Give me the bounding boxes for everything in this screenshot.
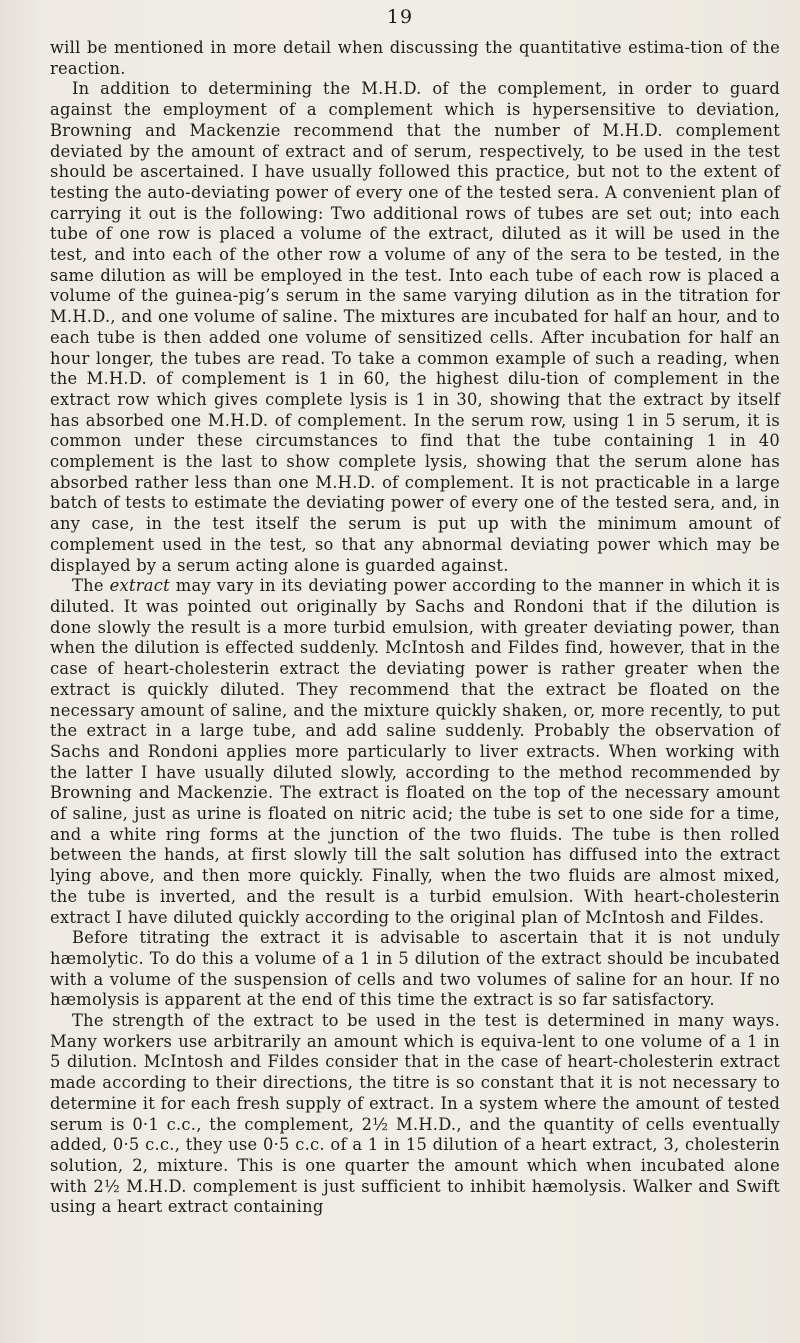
paragraph-haemolytic-check: Before titrating the extract it is advisable to ascertain that it is not unduly hæmolytic. To do this a volume of a 1 in 5 dilution of the extract should be incubated with a volume of the suspension of cells and two volumes of saline for an hour. If no hæmolysis is apparent at the end of this time the extract is so far satisfactory. — [50, 928, 780, 1010]
paragraph-extract-strength: The strength of the extract to be used in the test is determined in many ways. Many workers use arbitrarily an amount which is equiva-lent to one volume of a 1 in 5 dilution. McIntosh and Fildes consider that in the case of heart-cholesterin extract made according to their directions, the titre is so constant that it is not necessary to determine it for each fresh supply of extract. In a system where the amount of tested serum is 0·1 c.c., the complement, 2½ M.H.D., and the quantity of cells eventually added, 0·5 c.c., they use 0·5 c.c. of a 1 in 15 dilution of a heart extract, 3, cholesterin solution, 2, mixture. This is one quarter the amount which when incubated alone with 2½ M.H.D. complement is just sufficient to inhibit hæmolysis. Walker and Swift using a heart extract containing — [50, 1011, 780, 1217]
italic-term-extract: extract — [109, 576, 170, 596]
body-text — [50, 38, 780, 1218]
paragraph-complement-deviation: In addition to determining the M.H.D. of the complement, in order to guard against the employment of a complement which is hypersensitive to deviation, Browning and Mackenzie recommend that the number of M.H.D. complement deviated by the amount of extract and of serum, respectively, to be used in the test should be ascertained. I have usually followed this practice, but not to the extent of testing the auto-deviating power of every one of the tested sera. A convenient plan of carrying it out is the following: Two additional rows of tubes are set out; into each tube of one row is placed a volume of the extract, diluted as it will be used in the test, and into each of the other row a volume of any of the sera to be tested, in the same dilution as will be employed in the test. Into each tube of each row is placed a volume of the guinea-pig’s serum in the same varying dilution as in the titration for M.H.D., and one volume of saline. The mixtures are incubated for half an hour, and to each tube is then added one volume of sensitized cells. After incubation for half an hour longer, the tubes are read. To take a common example of such a reading, when the M.H.D. of complement is 1 in 60, the highest dilu-tion of complement in the extract row which gives complete lysis is 1 in 30, showing that the extract by itself has absorbed one M.H.D. of complement. In the serum row, using 1 in 5 serum, it is common under these circumstances to find that the tube containing 1 in 40 complement is the last to show complete lysis, showing that the serum alone has absorbed rather less than one M.H.D. of complement. It is not practicable in a large batch of tests to estimate the deviating power of every one of the tested sera, and, in any case, in the test itself the serum is put up with the minimum amount of complement used in the test, so that any abnormal deviating power which may be displayed by a serum acting alone is guarded against. — [50, 79, 780, 575]
paragraph-extract-dilution — [50, 576, 780, 928]
paragraph-lead-text: The — [72, 576, 110, 596]
paragraph-body-text: may vary in its deviating power according to the manner in which it is diluted. It was pointed out originally by Sachs and Rondoni that if the dilution is done slowly the result is a more turbid emulsion, with greater deviating power, than when the dilution is effected suddenly. McIntosh and Fildes find, however, that in the case of heart-cholesterin extract the deviating power is rather greater when the extract is quickly diluted. They recommend that the extract be floated on the necessary amount of saline, and the mixture quickly shaken, or, more recently, to put the extract in a large tube, and add saline suddenly. Probably the observation of Sachs and Rondoni applies more particularly to liver extracts. When working with the latter I have usually diluted slowly, according to the method recommended by Browning and Mackenzie. The extract is floated on the top of the necessary amount of saline, just as urine is floated on nitric acid; the tube is set to one side for a time, and a white ring forms at the junction of the two fluids. The tube is then rolled between the hands, at first slowly till the salt solution has diffused into the extract lying above, and then more quickly. Finally, when the two fluids are almost mixed, the tube is inverted, and the result is a turbid emulsion. With heart-cholesterin extract I have diluted quickly according to the original plan of McIntosh and Fildes. — [50, 576, 780, 927]
page-number: 19 — [386, 6, 414, 28]
paragraph-continuation: will be mentioned in more detail when discussing the quantitative estima-tion of the reaction. — [50, 38, 780, 78]
